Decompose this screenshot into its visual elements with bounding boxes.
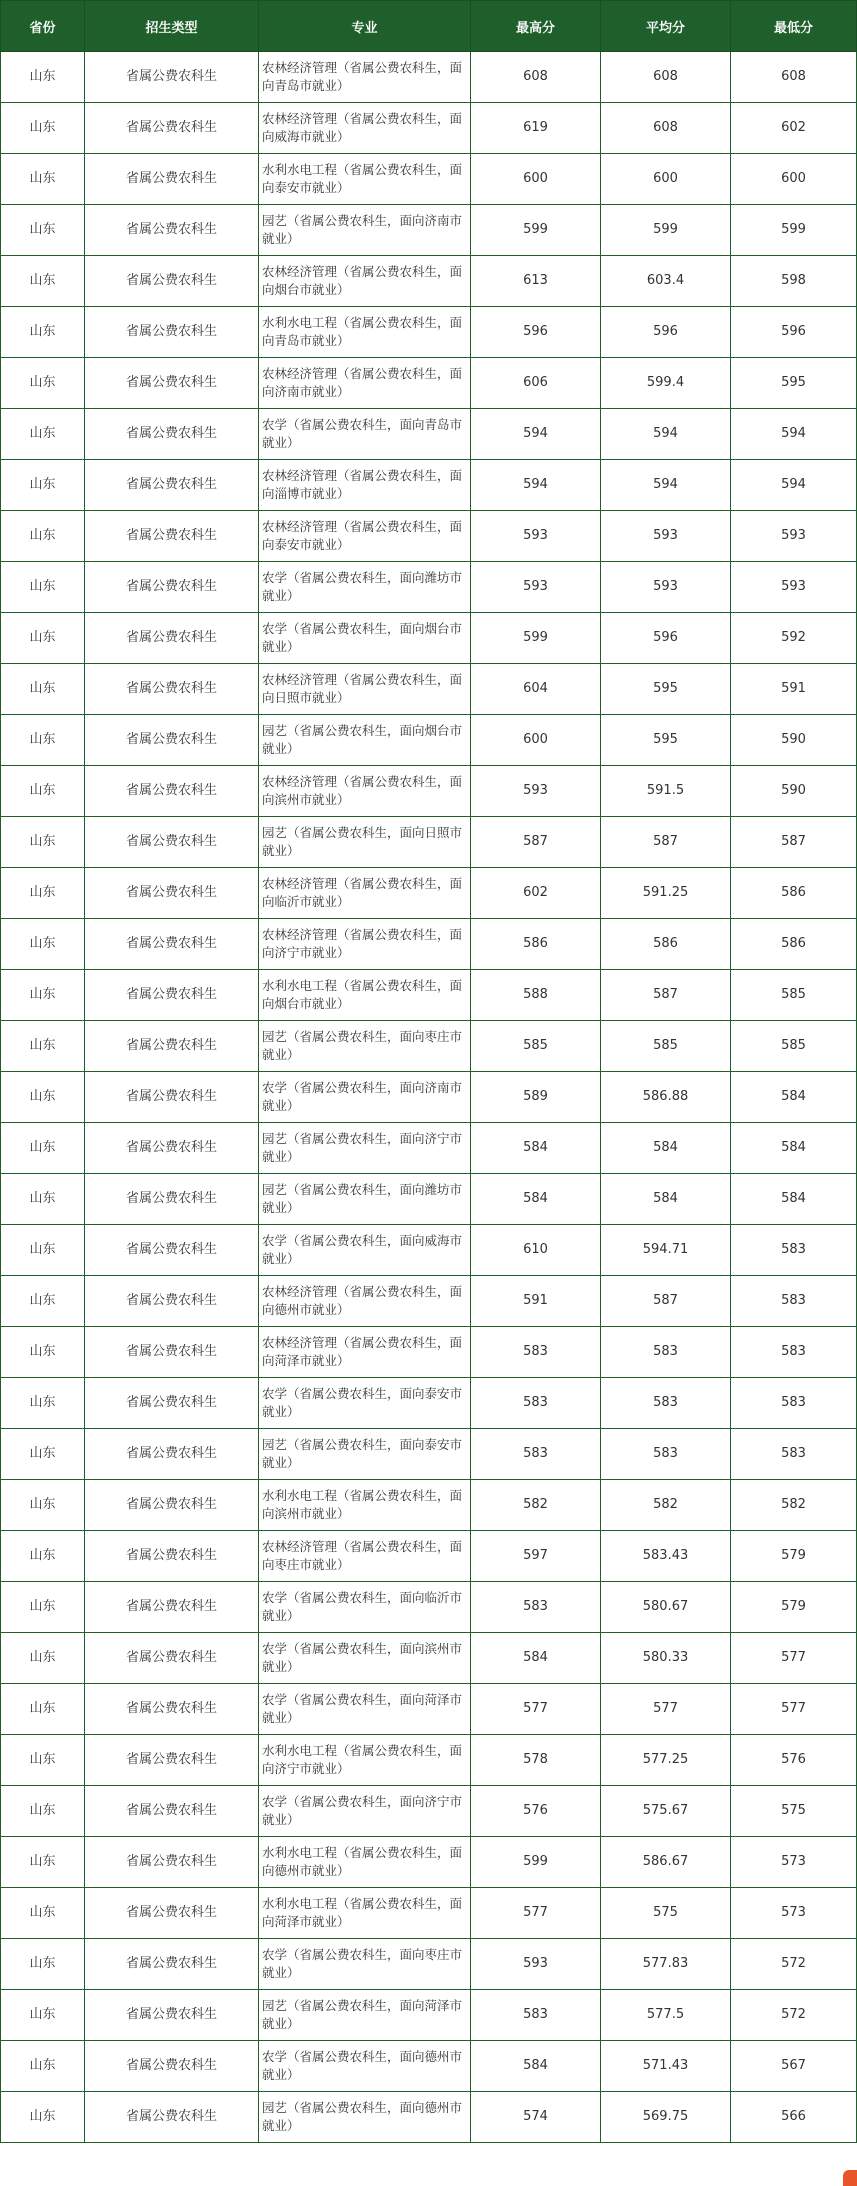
table-row	[1, 511, 857, 562]
cell-province: 山东	[1, 868, 85, 919]
cell-admission-type: 省属公费农科生	[85, 1684, 259, 1735]
cell-avg-score: 583	[601, 1429, 731, 1480]
cell-province: 山东	[1, 1837, 85, 1888]
cell-max-score: 608	[471, 52, 601, 103]
table-row	[1, 919, 857, 970]
cell-major: 农学（省属公费农科生，面向临沂市就业）	[259, 1582, 471, 1633]
cell-admission-type: 省属公费农科生	[85, 715, 259, 766]
table-row	[1, 358, 857, 409]
cell-province: 山东	[1, 1786, 85, 1837]
cell-max-score: 602	[471, 868, 601, 919]
cell-major: 农学（省属公费农科生，面向菏泽市就业）	[259, 1684, 471, 1735]
cell-min-score: 583	[731, 1378, 857, 1429]
cell-max-score: 589	[471, 1072, 601, 1123]
cell-max-score: 599	[471, 613, 601, 664]
cell-province: 山东	[1, 1174, 85, 1225]
cell-avg-score: 595	[601, 664, 731, 715]
cell-min-score: 575	[731, 1786, 857, 1837]
cell-province: 山东	[1, 460, 85, 511]
table-row	[1, 1990, 857, 2041]
cell-max-score: 583	[471, 1378, 601, 1429]
table-row	[1, 766, 857, 817]
table-row	[1, 1939, 857, 1990]
cell-admission-type: 省属公费农科生	[85, 1021, 259, 1072]
table-row	[1, 256, 857, 307]
cell-avg-score: 594	[601, 409, 731, 460]
cell-province: 山东	[1, 613, 85, 664]
cell-major: 水利水电工程（省属公费农科生，面向泰安市就业）	[259, 154, 471, 205]
cell-province: 山东	[1, 1072, 85, 1123]
cell-major: 农学（省属公费农科生，面向枣庄市就业）	[259, 1939, 471, 1990]
table-row	[1, 2041, 857, 2092]
cell-province: 山东	[1, 1633, 85, 1684]
cell-min-score: 590	[731, 766, 857, 817]
cell-min-score: 567	[731, 2041, 857, 2092]
cell-admission-type: 省属公费农科生	[85, 1633, 259, 1684]
cell-avg-score: 586.67	[601, 1837, 731, 1888]
cell-max-score: 577	[471, 1684, 601, 1735]
cell-major: 农林经济管理（省属公费农科生，面向日照市就业）	[259, 664, 471, 715]
cell-province: 山东	[1, 1888, 85, 1939]
cell-max-score: 582	[471, 1480, 601, 1531]
cell-avg-score: 583	[601, 1378, 731, 1429]
cell-avg-score: 587	[601, 817, 731, 868]
cell-max-score: 604	[471, 664, 601, 715]
cell-admission-type: 省属公费农科生	[85, 1225, 259, 1276]
cell-admission-type: 省属公费农科生	[85, 358, 259, 409]
cell-min-score: 590	[731, 715, 857, 766]
cell-province: 山东	[1, 307, 85, 358]
cell-major: 农林经济管理（省属公费农科生，面向菏泽市就业）	[259, 1327, 471, 1378]
cell-major: 园艺（省属公费农科生，面向枣庄市就业）	[259, 1021, 471, 1072]
cell-major: 农学（省属公费农科生，面向潍坊市就业）	[259, 562, 471, 613]
cell-min-score: 598	[731, 256, 857, 307]
cell-min-score: 573	[731, 1837, 857, 1888]
cell-admission-type: 省属公费农科生	[85, 1378, 259, 1429]
table-row	[1, 1174, 857, 1225]
cell-major: 园艺（省属公费农科生，面向日照市就业）	[259, 817, 471, 868]
cell-admission-type: 省属公费农科生	[85, 1276, 259, 1327]
cell-province: 山东	[1, 919, 85, 970]
cell-avg-score: 594	[601, 460, 731, 511]
table-row	[1, 205, 857, 256]
cell-max-score: 593	[471, 766, 601, 817]
cell-major: 农学（省属公费农科生，面向烟台市就业）	[259, 613, 471, 664]
cell-min-score: 583	[731, 1327, 857, 1378]
cell-province: 山东	[1, 154, 85, 205]
cell-admission-type: 省属公费农科生	[85, 817, 259, 868]
cell-max-score: 596	[471, 307, 601, 358]
cell-min-score: 587	[731, 817, 857, 868]
cell-avg-score: 596	[601, 307, 731, 358]
cell-min-score: 582	[731, 1480, 857, 1531]
cell-max-score: 578	[471, 1735, 601, 1786]
cell-major: 园艺（省属公费农科生，面向潍坊市就业）	[259, 1174, 471, 1225]
cell-province: 山东	[1, 1582, 85, 1633]
cell-min-score: 572	[731, 1939, 857, 1990]
cell-max-score: 584	[471, 2041, 601, 2092]
table-row	[1, 1480, 857, 1531]
cell-avg-score: 595	[601, 715, 731, 766]
cell-min-score: 583	[731, 1429, 857, 1480]
cell-admission-type: 省属公费农科生	[85, 1786, 259, 1837]
cell-max-score: 593	[471, 562, 601, 613]
cell-avg-score: 586	[601, 919, 731, 970]
cell-major: 农林经济管理（省属公费农科生，面向济南市就业）	[259, 358, 471, 409]
cell-max-score: 593	[471, 511, 601, 562]
cell-min-score: 573	[731, 1888, 857, 1939]
cell-major: 农林经济管理（省属公费农科生，面向烟台市就业）	[259, 256, 471, 307]
cell-major: 水利水电工程（省属公费农科生，面向济宁市就业）	[259, 1735, 471, 1786]
cell-min-score: 566	[731, 2092, 857, 2143]
cell-max-score: 583	[471, 1582, 601, 1633]
cell-max-score: 597	[471, 1531, 601, 1582]
cell-avg-score: 580.33	[601, 1633, 731, 1684]
cell-max-score: 585	[471, 1021, 601, 1072]
cell-province: 山东	[1, 1531, 85, 1582]
cell-max-score: 593	[471, 1939, 601, 1990]
table-row	[1, 1888, 857, 1939]
cell-min-score: 583	[731, 1225, 857, 1276]
cell-min-score: 592	[731, 613, 857, 664]
table-row	[1, 307, 857, 358]
cell-province: 山东	[1, 1939, 85, 1990]
cell-province: 山东	[1, 1378, 85, 1429]
table-row	[1, 1633, 857, 1684]
table-row	[1, 1327, 857, 1378]
cell-max-score: 583	[471, 1327, 601, 1378]
cell-major: 园艺（省属公费农科生，面向济宁市就业）	[259, 1123, 471, 1174]
cell-admission-type: 省属公费农科生	[85, 256, 259, 307]
cell-avg-score: 591.25	[601, 868, 731, 919]
cell-max-score: 619	[471, 103, 601, 154]
cell-major: 农林经济管理（省属公费农科生，面向德州市就业）	[259, 1276, 471, 1327]
cell-province: 山东	[1, 1990, 85, 2041]
cell-province: 山东	[1, 511, 85, 562]
cell-province: 山东	[1, 52, 85, 103]
cell-admission-type: 省属公费农科生	[85, 1582, 259, 1633]
cell-admission-type: 省属公费农科生	[85, 1888, 259, 1939]
table-row	[1, 103, 857, 154]
cell-major: 农林经济管理（省属公费农科生，面向泰安市就业）	[259, 511, 471, 562]
cell-min-score: 593	[731, 562, 857, 613]
cell-min-score: 577	[731, 1633, 857, 1684]
cell-major: 农学（省属公费农科生，面向泰安市就业）	[259, 1378, 471, 1429]
cell-province: 山东	[1, 1123, 85, 1174]
table-row	[1, 1225, 857, 1276]
cell-major: 农学（省属公费农科生，面向青岛市就业）	[259, 409, 471, 460]
cell-admission-type: 省属公费农科生	[85, 103, 259, 154]
table-header-row	[1, 1, 857, 52]
cell-avg-score: 577	[601, 1684, 731, 1735]
cell-avg-score: 608	[601, 52, 731, 103]
table-row	[1, 1735, 857, 1786]
cell-major: 农学（省属公费农科生，面向威海市就业）	[259, 1225, 471, 1276]
cell-min-score: 585	[731, 1021, 857, 1072]
cell-min-score: 579	[731, 1531, 857, 1582]
table-row	[1, 613, 857, 664]
cell-major: 水利水电工程（省属公费农科生，面向德州市就业）	[259, 1837, 471, 1888]
table-row	[1, 1276, 857, 1327]
cell-min-score: 583	[731, 1276, 857, 1327]
cell-avg-score: 596	[601, 613, 731, 664]
cell-max-score: 600	[471, 715, 601, 766]
cell-province: 山东	[1, 1735, 85, 1786]
corner-logo-icon	[843, 2170, 857, 2186]
cell-admission-type: 省属公费农科生	[85, 154, 259, 205]
cell-province: 山东	[1, 1021, 85, 1072]
cell-admission-type: 省属公费农科生	[85, 1735, 259, 1786]
cell-min-score: 577	[731, 1684, 857, 1735]
cell-max-score: 613	[471, 256, 601, 307]
cell-max-score: 594	[471, 409, 601, 460]
cell-admission-type: 省属公费农科生	[85, 613, 259, 664]
cell-avg-score: 575.67	[601, 1786, 731, 1837]
table-row	[1, 2092, 857, 2143]
cell-avg-score: 584	[601, 1123, 731, 1174]
table-row	[1, 460, 857, 511]
cell-avg-score: 599	[601, 205, 731, 256]
cell-province: 山东	[1, 970, 85, 1021]
cell-avg-score: 582	[601, 1480, 731, 1531]
cell-avg-score: 594.71	[601, 1225, 731, 1276]
table-row	[1, 1021, 857, 1072]
cell-max-score: 584	[471, 1123, 601, 1174]
cell-min-score: 594	[731, 409, 857, 460]
table-row	[1, 562, 857, 613]
cell-avg-score: 599.4	[601, 358, 731, 409]
cell-avg-score: 593	[601, 511, 731, 562]
cell-avg-score: 577.83	[601, 1939, 731, 1990]
cell-major: 农林经济管理（省属公费农科生，面向滨州市就业）	[259, 766, 471, 817]
cell-min-score: 586	[731, 919, 857, 970]
cell-avg-score: 593	[601, 562, 731, 613]
cell-min-score: 579	[731, 1582, 857, 1633]
cell-avg-score: 575	[601, 1888, 731, 1939]
cell-admission-type: 省属公费农科生	[85, 52, 259, 103]
cell-avg-score: 600	[601, 154, 731, 205]
cell-max-score: 594	[471, 460, 601, 511]
cell-admission-type: 省属公费农科生	[85, 766, 259, 817]
cell-major: 水利水电工程（省属公费农科生，面向烟台市就业）	[259, 970, 471, 1021]
table-row	[1, 52, 857, 103]
cell-max-score: 600	[471, 154, 601, 205]
cell-major: 农林经济管理（省属公费农科生，面向枣庄市就业）	[259, 1531, 471, 1582]
cell-max-score: 583	[471, 1429, 601, 1480]
table-row	[1, 1837, 857, 1888]
cell-min-score: 591	[731, 664, 857, 715]
cell-major: 园艺（省属公费农科生，面向菏泽市就业）	[259, 1990, 471, 2041]
cell-province: 山东	[1, 1480, 85, 1531]
cell-max-score: 606	[471, 358, 601, 409]
table-row	[1, 1378, 857, 1429]
cell-min-score: 584	[731, 1174, 857, 1225]
cell-admission-type: 省属公费农科生	[85, 1123, 259, 1174]
cell-major: 农学（省属公费农科生，面向滨州市就业）	[259, 1633, 471, 1684]
cell-max-score: 599	[471, 1837, 601, 1888]
cell-major: 农林经济管理（省属公费农科生，面向淄博市就业）	[259, 460, 471, 511]
cell-avg-score: 585	[601, 1021, 731, 1072]
cell-min-score: 585	[731, 970, 857, 1021]
table-body	[1, 52, 857, 2143]
cell-admission-type: 省属公费农科生	[85, 1939, 259, 1990]
cell-major: 农林经济管理（省属公费农科生，面向青岛市就业）	[259, 52, 471, 103]
cell-min-score: 595	[731, 358, 857, 409]
cell-province: 山东	[1, 817, 85, 868]
cell-major: 农学（省属公费农科生，面向德州市就业）	[259, 2041, 471, 2092]
table-row	[1, 817, 857, 868]
cell-max-score: 591	[471, 1276, 601, 1327]
cell-max-score: 610	[471, 1225, 601, 1276]
table-row	[1, 1582, 857, 1633]
cell-major: 园艺（省属公费农科生，面向泰安市就业）	[259, 1429, 471, 1480]
table-row	[1, 1684, 857, 1735]
cell-max-score: 587	[471, 817, 601, 868]
cell-major: 农学（省属公费农科生，面向济南市就业）	[259, 1072, 471, 1123]
cell-major: 园艺（省属公费农科生，面向济南市就业）	[259, 205, 471, 256]
cell-admission-type: 省属公费农科生	[85, 1990, 259, 2041]
cell-min-score: 608	[731, 52, 857, 103]
cell-major: 农林经济管理（省属公费农科生，面向威海市就业）	[259, 103, 471, 154]
cell-major: 水利水电工程（省属公费农科生，面向滨州市就业）	[259, 1480, 471, 1531]
cell-major: 园艺（省属公费农科生，面向烟台市就业）	[259, 715, 471, 766]
cell-avg-score: 577.5	[601, 1990, 731, 2041]
cell-avg-score: 583	[601, 1327, 731, 1378]
cell-avg-score: 587	[601, 970, 731, 1021]
cell-province: 山东	[1, 1684, 85, 1735]
cell-admission-type: 省属公费农科生	[85, 1174, 259, 1225]
cell-max-score: 599	[471, 205, 601, 256]
cell-admission-type: 省属公费农科生	[85, 511, 259, 562]
cell-major: 农林经济管理（省属公费农科生，面向临沂市就业）	[259, 868, 471, 919]
cell-admission-type: 省属公费农科生	[85, 1327, 259, 1378]
cell-max-score: 586	[471, 919, 601, 970]
cell-province: 山东	[1, 103, 85, 154]
cell-avg-score: 569.75	[601, 2092, 731, 2143]
cell-max-score: 583	[471, 1990, 601, 2041]
table-row	[1, 409, 857, 460]
cell-min-score: 600	[731, 154, 857, 205]
table-row	[1, 970, 857, 1021]
table-row	[1, 1429, 857, 1480]
cell-max-score: 577	[471, 1888, 601, 1939]
cell-avg-score: 603.4	[601, 256, 731, 307]
cell-admission-type: 省属公费农科生	[85, 409, 259, 460]
cell-avg-score: 586.88	[601, 1072, 731, 1123]
cell-min-score: 584	[731, 1123, 857, 1174]
cell-min-score: 594	[731, 460, 857, 511]
cell-province: 山东	[1, 766, 85, 817]
table-row	[1, 1786, 857, 1837]
cell-province: 山东	[1, 1276, 85, 1327]
cell-admission-type: 省属公费农科生	[85, 970, 259, 1021]
header-avg-score: 平均分	[601, 1, 731, 52]
cell-admission-type: 省属公费农科生	[85, 1531, 259, 1582]
cell-min-score: 584	[731, 1072, 857, 1123]
cell-province: 山东	[1, 664, 85, 715]
cell-admission-type: 省属公费农科生	[85, 1480, 259, 1531]
cell-avg-score: 583.43	[601, 1531, 731, 1582]
cell-province: 山东	[1, 2092, 85, 2143]
cell-max-score: 584	[471, 1174, 601, 1225]
cell-province: 山东	[1, 409, 85, 460]
cell-min-score: 586	[731, 868, 857, 919]
cell-min-score: 596	[731, 307, 857, 358]
header-major: 专业	[259, 1, 471, 52]
header-admission-type: 招生类型	[85, 1, 259, 52]
cell-admission-type: 省属公费农科生	[85, 2041, 259, 2092]
cell-max-score: 588	[471, 970, 601, 1021]
table-row	[1, 664, 857, 715]
cell-admission-type: 省属公费农科生	[85, 562, 259, 613]
cell-province: 山东	[1, 1327, 85, 1378]
cell-admission-type: 省属公费农科生	[85, 307, 259, 358]
cell-min-score: 599	[731, 205, 857, 256]
table-row	[1, 154, 857, 205]
cell-avg-score: 580.67	[601, 1582, 731, 1633]
header-max-score: 最高分	[471, 1, 601, 52]
cell-admission-type: 省属公费农科生	[85, 460, 259, 511]
header-min-score: 最低分	[731, 1, 857, 52]
cell-province: 山东	[1, 256, 85, 307]
cell-min-score: 572	[731, 1990, 857, 2041]
cell-province: 山东	[1, 358, 85, 409]
cell-province: 山东	[1, 1225, 85, 1276]
cell-province: 山东	[1, 1429, 85, 1480]
cell-avg-score: 587	[601, 1276, 731, 1327]
cell-admission-type: 省属公费农科生	[85, 1429, 259, 1480]
cell-admission-type: 省属公费农科生	[85, 1837, 259, 1888]
cell-major: 园艺（省属公费农科生，面向德州市就业）	[259, 2092, 471, 2143]
table-row	[1, 1123, 857, 1174]
cell-max-score: 584	[471, 1633, 601, 1684]
cell-major: 农林经济管理（省属公费农科生，面向济宁市就业）	[259, 919, 471, 970]
cell-min-score: 593	[731, 511, 857, 562]
cell-avg-score: 571.43	[601, 2041, 731, 2092]
cell-major: 水利水电工程（省属公费农科生，面向青岛市就业）	[259, 307, 471, 358]
cell-max-score: 574	[471, 2092, 601, 2143]
cell-avg-score: 608	[601, 103, 731, 154]
cell-admission-type: 省属公费农科生	[85, 2092, 259, 2143]
cell-admission-type: 省属公费农科生	[85, 664, 259, 715]
cell-major: 农学（省属公费农科生，面向济宁市就业）	[259, 1786, 471, 1837]
cell-min-score: 576	[731, 1735, 857, 1786]
cell-max-score: 576	[471, 1786, 601, 1837]
table-row	[1, 1531, 857, 1582]
cell-admission-type: 省属公费农科生	[85, 1072, 259, 1123]
cell-major: 水利水电工程（省属公费农科生，面向菏泽市就业）	[259, 1888, 471, 1939]
table-row	[1, 715, 857, 766]
cell-admission-type: 省属公费农科生	[85, 205, 259, 256]
cell-province: 山东	[1, 205, 85, 256]
cell-admission-type: 省属公费农科生	[85, 919, 259, 970]
cell-avg-score: 591.5	[601, 766, 731, 817]
cell-avg-score: 584	[601, 1174, 731, 1225]
cell-province: 山东	[1, 2041, 85, 2092]
cell-province: 山东	[1, 562, 85, 613]
table-row	[1, 868, 857, 919]
cell-min-score: 602	[731, 103, 857, 154]
cell-avg-score: 577.25	[601, 1735, 731, 1786]
cell-admission-type: 省属公费农科生	[85, 868, 259, 919]
header-province: 省份	[1, 1, 85, 52]
table-row	[1, 1072, 857, 1123]
cell-province: 山东	[1, 715, 85, 766]
